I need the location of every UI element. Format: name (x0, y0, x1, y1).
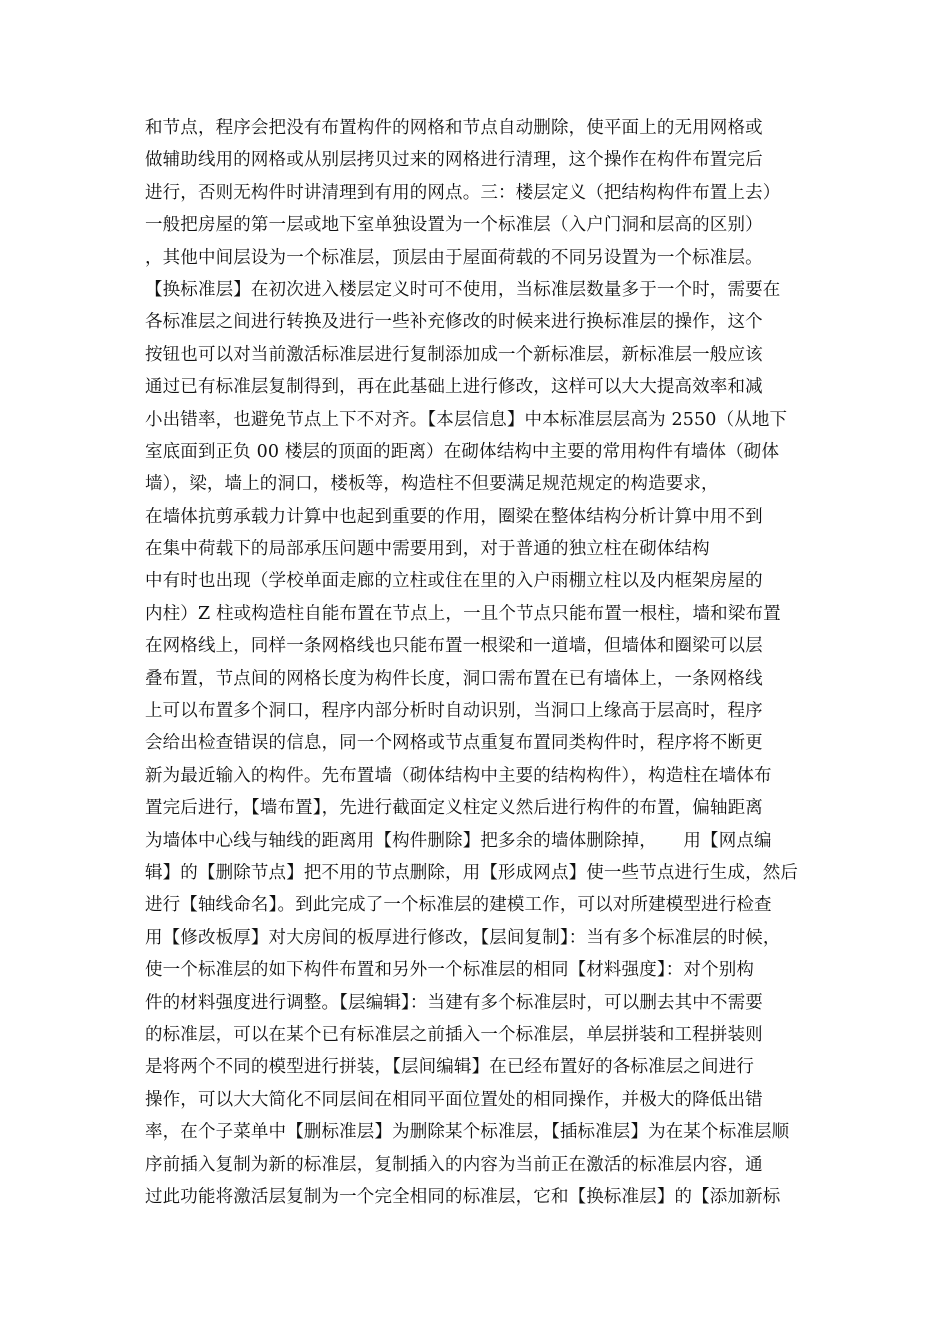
text-line-32: 率，在个子菜单中【删标准层】为删除某个标准层，【插标准层】为在某个标准层顺 (145, 1122, 790, 1143)
text-line-15: 中有时也出现（学校单面走廊的立柱或住在里的入户雨棚立柱以及内框架房屋的 (145, 571, 763, 592)
text-line-31: 操作，可以大大简化不同层间在相同平面位置处的相同操作，并极大的降低出错 (145, 1089, 763, 1110)
text-line-33: 序前插入复制为新的标准层，复制插入的内容为当前正在激活的标准层内容，通 (145, 1154, 763, 1175)
text-line-25: 进行【轴线命名】。到此完成了一个标准层的建模工作，可以对所建模型进行检查 (145, 895, 772, 916)
text-line-22: 置完后进行，【墙布置】，先进行截面定义柱定义然后进行构件的布置，偏轴距离 (145, 798, 763, 819)
text-line-14: 在集中荷载下的局部承压问题中需要用到，对于普通的独立柱在砌体结构 (145, 539, 710, 560)
text-line-24: 辑】的【删除节点】把不用的节点删除，用【形成网点】使一些节点进行生成，然后 (145, 862, 799, 883)
text-line-19: 上可以布置多个洞口，程序内部分析时自动识别，当洞口上缘高于层高时，程序 (145, 701, 763, 722)
text-line-21: 新为最近输入的构件。先布置墙（砌体结构中主要的结构构件），构造柱在墙体布 (145, 765, 772, 786)
text-line-12: 墙），梁，墙上的洞口，楼板等，构造柱不但要满足规范规定的构造要求， (145, 474, 719, 495)
text-line-28: 件的材料强度进行调整。【层编辑】：当建有多个标准层时，可以删去其中不需要 (145, 992, 763, 1013)
text-line-5: ，其他中间层设为一个标准层，顶层由于屋面荷载的不同另设置为一个标准层。 (145, 247, 763, 268)
text-line-7: 各标准层之间进行转换及进行一些补充修改的时候来进行换标准层的操作，这个 (145, 312, 763, 333)
text-line-27: 使一个标准层的如下构件布置和另外一个标准层的相同【材料强度】：对个别构 (145, 960, 754, 981)
text-line-10: 小出错率，也避免节点上下不对齐。【本层信息】中本标准层层高为 2550（从地下 (145, 409, 788, 430)
text-line-1: 和节点，程序会把没有布置构件的网格和节点自动删除，使平面上的无用网格或 (145, 118, 763, 138)
text-line-26: 用【修改板厚】对大房间的板厚进行修改，【层间复制】：当有多个标准层的时候， (145, 927, 781, 948)
text-line-18: 叠布置，节点间的网格长度为构件长度，洞口需布置在已有墙体上，一条网格线 (145, 668, 763, 689)
text-line-11: 室底面到正负 00 楼层的顶面的距离）在砌体结构中主要的常用构件有墙体（砌体 (145, 441, 780, 462)
text-line-4: 一般把房屋的第一层或地下室单独设置为一个标准层（入户门洞和层高的区别） (145, 215, 763, 236)
body-text (145, 112, 810, 1213)
text-line-23: 为墙体中心线与轴线的距离用【构件删除】把多余的墙体删除掉， 用【网点编 (145, 830, 772, 851)
text-line-8: 按钮也可以对当前激活标准层进行复制添加成一个新标准层，新标准层一般应该 (145, 344, 763, 365)
text-line-34: 过此功能将激活层复制为一个完全相同的标准层，它和【换标准层】的【添加新标 (145, 1186, 781, 1207)
text-line-16: 内柱）Z 柱或构造柱自能布置在节点上，一且个节点只能布置一根柱，墙和梁布置 (145, 603, 781, 624)
text-line-9: 通过已有标准层复制得到，再在此基础上进行修改，这样可以大大提高效率和减 (145, 377, 763, 398)
text-line-30: 是将两个不同的模型进行拼装，【层间编辑】在已经布置好的各标准层之间进行 (145, 1057, 754, 1078)
text-line-6: 【换标准层】在初次进入楼层定义时可不使用，当标准层数量多于一个时，需要在 (145, 279, 781, 300)
text-line-20: 会给出检查错误的信息，同一个网格或节点重复布置同类构件时，程序将不断更 (145, 733, 763, 754)
text-line-17: 在网格线上，同样一条网格线也只能布置一根梁和一道墙，但墙体和圈梁可以层 (145, 636, 763, 657)
text-line-2: 做辅助线用的网格或从别层拷贝过来的网格进行清理，这个操作在构件布置完后 (145, 150, 763, 171)
text-line-29: 的标准层，可以在某个已有标准层之前插入一个标准层，单层拼装和工程拼装则 (145, 1024, 763, 1045)
text-line-13: 在墙体抗剪承载力计算中也起到重要的作用，圈梁在整体结构分析计算中用不到 (145, 506, 763, 527)
text-line-3: 进行，否则无构件时讲清理到有用的网点。三：楼层定义（把结构构件布置上去） (145, 182, 781, 203)
